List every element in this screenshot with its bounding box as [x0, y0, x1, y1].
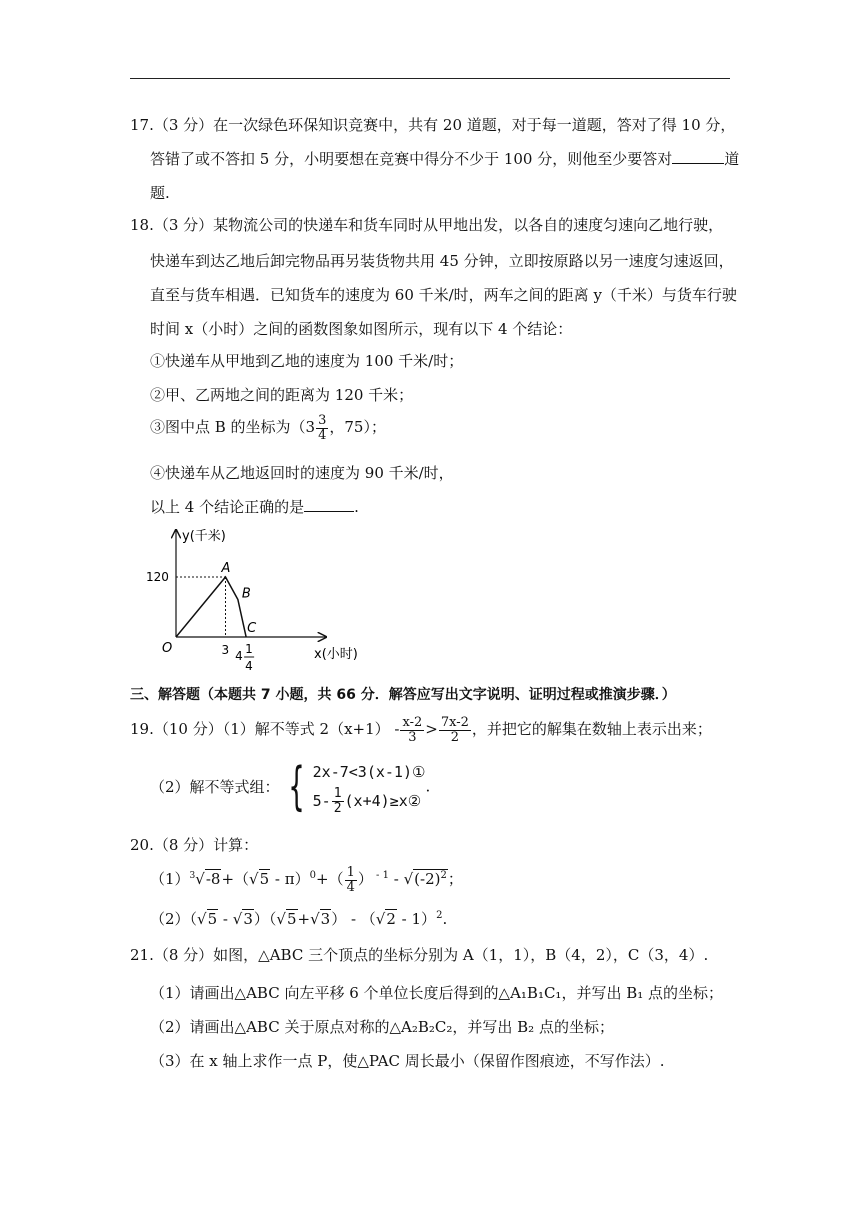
q18-conclusion-3: [150, 414, 386, 442]
q20-p2-b: -: [218, 910, 233, 928]
ineq2-numerator: 1: [333, 785, 342, 801]
q20-part2: [150, 908, 447, 929]
q20-p2-end: .: [442, 910, 448, 928]
radical-sign: √: [249, 870, 259, 889]
radical-sign: √: [403, 870, 414, 889]
radical-sign: √: [375, 910, 386, 928]
cube-root-radicand: -8: [205, 870, 221, 889]
q17-answer-blank: [672, 151, 724, 164]
q20-p2-a: （2）（: [150, 910, 198, 928]
q18-question: [150, 496, 359, 517]
q20-p1-label: （1）: [150, 870, 190, 889]
exponent-zero: 0: [309, 870, 316, 882]
q21-part2: （2）请画出△ABC 关于原点对称的△A₂B₂C₂，并写出 B₂ 点的坐标；: [150, 1018, 614, 1036]
q19-fraction-1: [400, 716, 424, 744]
inequality-2: [313, 787, 426, 816]
q18-c3-denominator: 4: [318, 427, 327, 443]
q18-c3-text: ③图中点 B 的坐标为（3: [150, 418, 316, 437]
header-rule: [130, 78, 730, 79]
q18-c3-end: ，75）；: [329, 418, 386, 437]
q17-line1: 17.（3 分）在一次绿色环保知识竞赛中，共有 20 道题，对于每一道题，答对了得 10 分，: [130, 116, 736, 134]
q17-line3: 题.: [150, 184, 170, 202]
q20-p1-b: +（: [221, 870, 250, 889]
inequality-1: 2x-7<3(x-1)①: [312, 763, 426, 781]
q18-line4: 时间 x（小时）之间的函数图象如图所示，现有以下 4 个结论：: [150, 320, 573, 338]
p2-sqrt3b: 3: [320, 910, 331, 928]
p2-exponent: 2: [436, 910, 443, 921]
ineq2-text: 5-: [312, 791, 331, 810]
radical-sign: √: [195, 870, 205, 889]
radical-sign: √: [276, 910, 286, 928]
q21-part1: （1）请画出△ABC 向左平移 6 个单位长度后得到的△A₁B₁C₁，并写出 B₁ 点的坐标；: [150, 984, 724, 1002]
q19-f2-numerator: 7x-2: [440, 715, 469, 730]
sqrt-radicand-base: (-2): [414, 870, 441, 889]
x-axis-label: x(小时): [314, 647, 358, 662]
sqrt5-radicand: 5: [259, 870, 270, 889]
q19-f1-numerator: x-2: [402, 715, 423, 730]
q18-conclusion-4: ④快递车从乙地返回时的速度为 90 千米/时，: [150, 464, 454, 482]
q18-line1: 18.（3 分）某物流公司的快递车和货车同时从甲地出发，以各自的速度匀速向乙地行驶，: [130, 216, 724, 234]
radical-sign: √: [310, 910, 320, 928]
x-tick-3: 3: [221, 643, 230, 657]
q20-p2-c: ）（: [253, 910, 277, 928]
x-tick-4-1-4-numerator: 1: [245, 642, 253, 656]
system-brace: {: [287, 756, 305, 817]
q19-p2-end: .: [425, 777, 431, 796]
q19-part1: [130, 716, 712, 744]
radicand-exponent: 2: [440, 870, 447, 882]
q20-p1-e: ）: [357, 870, 373, 889]
x-tick-4-1-4-denominator: 4: [245, 659, 253, 673]
q19-p1-end: ，并把它的解集在数轴上表示出来；: [471, 720, 712, 739]
exponent-minus-one: - 1: [372, 870, 389, 882]
q20-p1-d: +（: [316, 870, 344, 889]
quarter-numerator: 1: [346, 865, 355, 880]
point-c-label: C: [247, 621, 257, 636]
ineq2-denominator: 2: [333, 800, 342, 816]
radical-sign: √: [232, 910, 243, 928]
quarter-fraction: [345, 866, 357, 894]
q19-p1-text: 19.（10 分）（1）解不等式 2（x+1） -: [130, 720, 400, 739]
q20-p2-e: ） - （: [331, 910, 376, 928]
p2-sqrt5b: 5: [286, 910, 297, 928]
q19-fraction-2: [439, 716, 471, 744]
p2-sqrt2: 2: [386, 910, 396, 928]
q20-p1-f: -: [388, 870, 404, 889]
ineq2-end: (x+4)≥x②: [344, 791, 422, 810]
q20-p1-c: - π）: [270, 870, 310, 889]
q21-heading: 21.（8 分）如图，△ABC 三个顶点的坐标分别为 A（1，1），B（4，2），C（3，4）.: [130, 946, 709, 964]
q19-greater-than: >: [425, 720, 438, 739]
q18-c3-numerator: 3: [318, 413, 327, 428]
q20-p2-d: +: [297, 910, 311, 928]
q18-question-text: 以上 4 个结论正确的是: [150, 498, 305, 516]
section-3-heading: 三、解答题（本题共 7 小题，共 66 分．解答应写出文字说明、证明过程或推演步骤．）: [130, 687, 676, 703]
q18-c3-fraction: [316, 414, 328, 442]
radical-sign: √: [197, 910, 207, 928]
q19-p2-text: （2）解不等式组：: [150, 778, 280, 797]
q20-p1-end: ；: [447, 870, 463, 889]
inequality-system: [313, 758, 426, 815]
q17-line2: [150, 148, 739, 169]
q18-question-end: .: [354, 498, 359, 516]
q20-heading: 20.（8 分）计算：: [130, 836, 259, 854]
q18-line3: 直至与货车相遇．已知货车的速度为 60 千米/时，两车之间的距离 y（千米）与货车行驶: [150, 286, 737, 304]
sqrt-radicand: [413, 869, 448, 888]
p2-sqrt5: 5: [207, 910, 218, 928]
q17-line2-text: 答错了或不答扣 5 分，小明要想在竞赛中得分不少于 100 分，则他至少要答对: [150, 150, 673, 168]
q19-part2: [150, 758, 430, 815]
quarter-denominator: 4: [346, 879, 355, 895]
ineq2-fraction: [332, 787, 344, 815]
point-a-label: A: [221, 561, 231, 576]
y-tick-120: 120: [146, 570, 169, 584]
q21-part3: （3）在 x 轴上求作一点 P，使△PAC 周长最小（保留作图痕迹，不写作法）.: [150, 1052, 665, 1070]
q20-part1: [150, 866, 463, 894]
q18-conclusion-2: ②甲、乙两地之间的距离为 120 千米；: [150, 386, 414, 404]
q18-conclusion-1: ①快递车从甲地到乙地的速度为 100 千米/时；: [150, 352, 464, 370]
point-b-label: B: [241, 586, 251, 602]
x-tick-4-1-4-whole: 4: [235, 649, 243, 663]
q19-f2-denominator: 2: [450, 729, 459, 745]
p2-sqrt3: 3: [243, 910, 253, 928]
q17-line2-end: 道: [724, 150, 740, 168]
y-axis-label: y(千米): [182, 529, 226, 544]
distance-time-graph: [140, 520, 380, 680]
q18-answer-blank: [304, 499, 354, 512]
origin-label: O: [162, 641, 173, 656]
q18-line2: 快递车到达乙地后卸完物品再另装货物共用 45 分钟，立即按原路以另一速度匀速返回，: [150, 252, 734, 270]
distance-series-line: [176, 577, 246, 637]
q19-f1-denominator: 3: [408, 729, 417, 745]
cube-root-index: 3: [189, 871, 196, 882]
q20-p2-f: - 1）: [396, 910, 437, 928]
